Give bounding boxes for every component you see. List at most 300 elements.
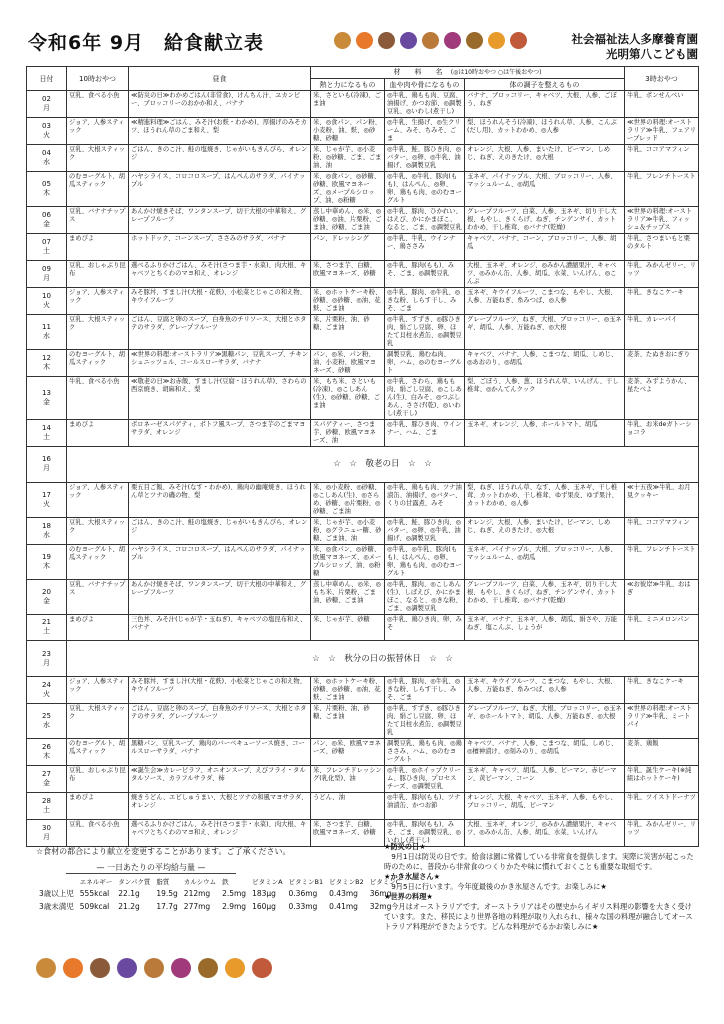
lunch-cell: ≪誕生会≫カレーピラフ、オニオンスープ、えびフライ・タルタルソース、カラフルサラダ、柿 bbox=[129, 766, 311, 793]
snack-10-cell: まめぴよ bbox=[67, 793, 129, 820]
nutrition-header: タンパク質 bbox=[118, 878, 151, 886]
body-cell: 玉ネギ、パイナップル、大根、ブロッコリー、人参、マッシュルーム、◎胡瓜 bbox=[465, 544, 625, 579]
blood-cell: ◎牛乳、◎牛乳、豚肉(もも)、はんぺん、◎卵、卵、鶏もも肉、◎のむヨーグルト bbox=[385, 172, 465, 207]
blood-cell: ◎牛乳、豚肉(もも)、ツナ油漬缶、かつお節 bbox=[385, 793, 465, 820]
date-weekday: 木 bbox=[43, 561, 50, 570]
grapes-icon bbox=[117, 958, 137, 978]
blood-cell: ◎牛乳、豚肉、◎牛乳、◎きな粉、しらす干し、みそ、ごま bbox=[385, 287, 465, 314]
date-cell bbox=[27, 376, 67, 419]
blood-cell: ◎牛乳、すずき、◎豚ひき肉、絹ごし豆腐、卵、ほたて貝柱水煮缶、◎調製豆乳 bbox=[385, 704, 465, 739]
snack-10-cell: 豆乳、大根スティック bbox=[67, 704, 129, 739]
organization-name bbox=[572, 32, 699, 62]
bear-icon bbox=[144, 958, 164, 978]
date-day: 20 bbox=[42, 587, 51, 596]
snack-3-cell: ≪世界の料理:オーストラリア≫牛乳、ミートパイ bbox=[625, 704, 699, 739]
mushroom-icon bbox=[378, 32, 395, 49]
blood-cell: ◎牛乳、鶏もも肉、豆腐、油揚げ、かつお節、◎調製豆乳、◎いわし(煮干し) bbox=[385, 91, 465, 118]
nutrition-value: 509kcal bbox=[79, 902, 110, 911]
body-cell: 玉ネギ、オレンジ、人参、ホールトマト、胡瓜 bbox=[465, 419, 625, 446]
page-header bbox=[26, 22, 698, 72]
date-weekday: 金 bbox=[43, 397, 50, 406]
date-weekday: 火 bbox=[43, 300, 50, 309]
menu-row bbox=[27, 260, 699, 287]
body-cell: キャベツ、バナナ、コーン、ブロッコリー、人参、胡瓜 bbox=[465, 234, 625, 261]
nutrition-summary bbox=[36, 862, 401, 913]
nutrition-value: 19.5g bbox=[156, 889, 178, 898]
snack-3-cell: 牛乳、ポンせんべい bbox=[625, 91, 699, 118]
body-cell: オレンジ、大根、キャベツ、玉ネギ、人参、もやし、ブロッコリー、胡瓜、ピーマン bbox=[465, 793, 625, 820]
note-heading: ★防災の日★ bbox=[384, 842, 426, 851]
body-cell: グレープフルーツ、白菜、人参、玉ネギ、切り干し大根、もやし、きくらげ、ねぎ、チンゲンサイ、カットわかめ、干し椎茸、◎バナナ(乾燥) bbox=[465, 579, 625, 614]
snack-3-cell: 牛乳、フレンチトースト bbox=[625, 172, 699, 207]
snack-10-cell: 豆乳、バナナチップス bbox=[67, 207, 129, 234]
nutrition-value: 555kcal bbox=[79, 889, 110, 898]
menu-row bbox=[27, 118, 699, 145]
blood-cell: ◎牛乳、豚肉(もも)、みそ、ごま、◎調製豆乳、◎いわし(煮干し) bbox=[385, 819, 465, 846]
menu-rows bbox=[27, 91, 699, 847]
note-body: 今月はオーストラリアです。オーストラリアはその歴史からイギリス料理の影響を大きく受けています。また、移民により世界各地の料理が取り入れられ、様々な国の料理が融合してオーストラリア料理ができたようです。どんな料理がでるかお楽しみに★ bbox=[384, 902, 693, 931]
snack-3-cell: ≪お彼岸≫牛乳、おはぎ bbox=[625, 579, 699, 614]
body-cell: キャベツ、バナナ、人参、こまつな、胡瓜、しめじ、◎あおのり、◎胡瓜 bbox=[465, 349, 625, 376]
nutrition-value: 160μg bbox=[252, 902, 276, 911]
nutrition-value: 2.9mg bbox=[222, 902, 247, 911]
date-weekday: 水 bbox=[43, 158, 50, 166]
page-title: 令和6年 9月 給食献立表 bbox=[28, 32, 265, 54]
heat-cell: 米、◎ホットケーキ粉、砂糖、◎砂糖、◎油、花麩、ごま油 bbox=[311, 287, 385, 314]
menu-row bbox=[27, 677, 699, 704]
date-weekday: 月 bbox=[43, 273, 50, 282]
snack-10-cell: 豆乳、大根スティック bbox=[67, 145, 129, 172]
note-body: 9月5日に行います。今年度最後のかき氷屋さんです。お楽しみに★ bbox=[391, 882, 607, 891]
heat-cell: 米、さつま芋、白糖、欧風マヨネーズ、砂糖 bbox=[311, 260, 385, 287]
body-cell: 玉ネギ、キウイフルーツ、こまつな、もやし、大根、人参、万能ねぎ、糸みつば、◎人参 bbox=[465, 677, 625, 704]
pumpkin-icon bbox=[488, 32, 505, 49]
menu-row bbox=[27, 766, 699, 793]
date-cell bbox=[27, 172, 67, 207]
snack-10-cell: のむヨーグルト、胡瓜スティック bbox=[67, 544, 129, 579]
nutrition-value: 32mg bbox=[369, 902, 392, 911]
body-cell: 大根、玉ネギ、オレンジ、◎みかん濃縮果汁、キャベツ、◎みかん缶、人参、胡瓜、水菜、いんげん、◎こんぶ bbox=[465, 260, 625, 287]
nutrition-value: 0.33mg bbox=[288, 902, 318, 911]
header-ingredients bbox=[311, 67, 625, 79]
org-line-1: 社会福祉法人多摩養育園 bbox=[571, 32, 698, 46]
date-cell bbox=[27, 677, 67, 704]
header-blood: 血や肉や骨になるもの bbox=[385, 79, 465, 91]
snack-10-cell: 豆乳、バナナチップス bbox=[67, 579, 129, 614]
date-cell bbox=[27, 517, 67, 544]
heat-cell: 米、片栗粉、油、砂糖、ごま油 bbox=[311, 704, 385, 739]
menu-row bbox=[27, 287, 699, 314]
blood-cell: ◎牛乳、生揚げ、◎生クリーム、みそ、ちみそ、ごま bbox=[385, 118, 465, 145]
lunch-cell: ごはん、豆腐と卵のスープ、白身魚のチリソース、大根とホタテのサラダ、グレープフルーツ bbox=[129, 314, 311, 349]
date-cell bbox=[27, 766, 67, 793]
snack-3-cell: 牛乳、誕生ケーキ(※純組はホットケーキ) bbox=[625, 766, 699, 793]
date-weekday: 火 bbox=[43, 499, 50, 508]
date-day: 27 bbox=[42, 770, 51, 779]
date-day: 26 bbox=[42, 743, 51, 752]
lunch-cell: ハヤシライス、コロコロスープ、はんぺんのサラダ、パイナップル bbox=[129, 172, 311, 207]
sweet-potato-icon bbox=[444, 32, 461, 49]
pumpkin-icon bbox=[225, 958, 245, 978]
date-day: 09 bbox=[42, 264, 51, 273]
lunch-cell: ハヤシライス、コロコロスープ、はんぺんのサラダ、パイナップル bbox=[129, 544, 311, 579]
lunch-cell: ≪精進料理≫ごはん、みそ汁(お麩・わかめ)、厚揚げのみそカツ、ほうれん草のごま和え、梨 bbox=[129, 118, 311, 145]
snack-3-cell: ≪十五夜≫牛乳、お月見クッキー bbox=[625, 482, 699, 517]
heat-cell: パン、ドレッシング bbox=[311, 234, 385, 261]
lunch-cell: 選べるふりかけごはん、みそ汁(さつま芋・水菜)、肉大根、キャベツとちくわのマヨ和え、オレンジ bbox=[129, 260, 311, 287]
snack-3-cell: 牛乳、きなこケーキ bbox=[625, 677, 699, 704]
date-weekday: 月 bbox=[43, 464, 50, 473]
date-day: 28 bbox=[42, 796, 51, 805]
lunch-cell: 選べるふりかけごはん、みそ汁(さつま芋・水菜)、肉大根、キャベツとちくわのマヨ和え、オレンジ bbox=[129, 819, 311, 846]
body-cell: バナナ、ブロッコリー、キャベツ、大根、人参、ごぼう、ねぎ bbox=[465, 91, 625, 118]
date-cell bbox=[27, 482, 67, 517]
date-day: 03 bbox=[42, 122, 51, 130]
lunch-cell: みそ豚丼、すまし汁(大根・花麩)、小松菜とじゃこの和え物、キウイフルーツ bbox=[129, 287, 311, 314]
header-decorations bbox=[334, 32, 527, 49]
date-weekday: 金 bbox=[43, 596, 50, 605]
notes-section bbox=[384, 842, 696, 932]
date-cell bbox=[27, 614, 67, 641]
header-snack-10: 10時おやつ bbox=[67, 67, 129, 91]
menu-row bbox=[27, 614, 699, 641]
nutrition-value: 183μg bbox=[252, 889, 276, 898]
date-day: 04 bbox=[42, 149, 51, 157]
blood-cell: ◎牛乳、鶏もも肉、ツナ油漬缶、油揚げ、◎バター、くりの甘露煮、みそ bbox=[385, 482, 465, 517]
body-cell: キャベツ、バナナ、人参、こまつな、胡瓜、しめじ、◎檀神漬け、◎刻みのり、◎胡瓜 bbox=[465, 739, 625, 766]
date-cell bbox=[27, 260, 67, 287]
holiday-label: ☆ ☆ 秋分の日の振替休日 ☆ ☆ bbox=[67, 641, 699, 677]
date-cell bbox=[27, 704, 67, 739]
date-weekday: 木 bbox=[43, 362, 50, 371]
menu-row bbox=[27, 419, 699, 446]
snack-3-cell: 麦茶、たぬきおにぎり bbox=[625, 349, 699, 376]
date-day: 06 bbox=[42, 211, 51, 219]
nutrition-header: ビタミンB2 bbox=[329, 878, 364, 886]
menu-row bbox=[27, 517, 699, 544]
heat-cell: 米、◎食パン、◎砂糖、砂糖、欧風マヨネーズ、◎メープルシロップ、油、◎粉糖 bbox=[311, 172, 385, 207]
nutrition-header: ビタミンC bbox=[369, 878, 401, 886]
nutrition-title: — 一日あたりの平均給与量 — bbox=[66, 862, 236, 874]
date-cell bbox=[27, 819, 67, 846]
date-cell bbox=[27, 287, 67, 314]
date-cell bbox=[27, 793, 67, 820]
snack-10-cell: 豆乳、食べる小魚 bbox=[67, 91, 129, 118]
mushroom-icon bbox=[90, 958, 110, 978]
holiday-row bbox=[27, 641, 699, 677]
date-weekday: 水 bbox=[43, 721, 50, 730]
chestnut-icon bbox=[334, 32, 351, 49]
date-cell bbox=[27, 544, 67, 579]
lunch-cell: ボロネーゼスパゲティ、ポトフ風スープ、さつま芋のごまマヨサラダ、オレンジ bbox=[129, 419, 311, 446]
chestnut-icon bbox=[36, 958, 56, 978]
lunch-cell: あんかけ焼きそば、ワンタンスープ、切干大根の中華和え、グレープフルーツ bbox=[129, 207, 311, 234]
holiday-label: ☆ ☆ 敬老の日 ☆ ☆ bbox=[67, 446, 699, 482]
lunch-cell: ≪敬老の日≫お赤飯、すまし汁(豆腐・ほうれん草)、さわらの西京焼き、胡麻和え、梨 bbox=[129, 376, 311, 419]
holiday-row bbox=[27, 446, 699, 482]
menu-row bbox=[27, 145, 699, 172]
date-day: 18 bbox=[42, 521, 51, 530]
date-weekday: 水 bbox=[43, 331, 50, 340]
nutrition-row bbox=[36, 887, 403, 900]
menu-row bbox=[27, 234, 699, 261]
menu-row bbox=[27, 207, 699, 234]
heat-cell: スパゲティー、さつま芋、砂糖、欧風マヨネーズ、油 bbox=[311, 419, 385, 446]
header-snack-3: 3時おやつ bbox=[625, 67, 699, 91]
blood-cell: 調製豆乳、鶏むね肉、卵、ハム、◎のむヨーグルト bbox=[385, 349, 465, 376]
date-cell bbox=[27, 641, 67, 677]
body-cell: グレープフルーツ、白菜、人参、玉ネギ、切り干し大根、もやし、きくらげ、ねぎ、チンゲンサイ、カットわかめ、干し椎茸、◎バナナ(乾燥) bbox=[465, 207, 625, 234]
blood-cell: ◎牛乳、牛乳、ウインナー、鶏ささみ bbox=[385, 234, 465, 261]
body-cell: オレンジ、大根、人参、まいたけ、ピーマン、しめじ、ねぎ、えのきたけ、◎大根 bbox=[465, 145, 625, 172]
snack-3-cell: ≪世界の料理:オーストラリア≫牛乳、フィッシュ＆チップス bbox=[625, 207, 699, 234]
menu-row bbox=[27, 482, 699, 517]
blood-cell: ◎牛乳、豚肉(もも)、みそ、ごま、◎調製豆乳 bbox=[385, 260, 465, 287]
nutrition-header: カルシウム bbox=[183, 878, 217, 886]
heat-cell: 米、じゃが芋、◎小麦粉、◎砂糖、ごま、ごま油、油 bbox=[311, 145, 385, 172]
org-line-2: 光明第八こども園 bbox=[606, 47, 698, 61]
date-day: 21 bbox=[42, 618, 51, 627]
snack-10-cell: 豆乳、食べる小魚 bbox=[67, 819, 129, 846]
date-day: 19 bbox=[42, 552, 51, 561]
change-notice: ☆食材の都合により献立を変更することがあります。ご了承ください。 bbox=[36, 847, 291, 856]
body-cell: 梨、ごぼう、人参、葱、ほうれん草、いんげん、干し椎茸、◎かんてんクック bbox=[465, 376, 625, 419]
nutrition-value: 0.36mg bbox=[288, 889, 318, 898]
blood-cell: ◎牛乳、豚肉、◎こしあん(生)、しばえび、かにかまぼこ、なると、◎きな粉、ごま、◎調製豆乳 bbox=[385, 579, 465, 614]
snack-10-cell: ジョア、人参スティック bbox=[67, 118, 129, 145]
date-cell bbox=[27, 419, 67, 446]
nutrition-value: 36mg bbox=[369, 889, 392, 898]
date-weekday: 水 bbox=[43, 530, 50, 539]
note-heading: ★かき氷屋さん★ bbox=[384, 872, 441, 881]
header-body: 体の調子を整えるもの bbox=[465, 79, 625, 91]
snack-10-cell: 牛乳、食べる小魚 bbox=[67, 376, 129, 419]
lunch-cell: ≪防災の日≫わかめごはん(非常食)、けんちん汁、ユカンピー、ブロッコリーのおかか和え、バナナ bbox=[129, 91, 311, 118]
lunch-cell: 栗五目ご飯、みそ汁(なす・わかめ)、鶏肉の幽庵焼き、ほうれん草とツナの磯の物、梨 bbox=[129, 482, 311, 517]
heat-cell: 米、◎ホットケーキ粉、砂糖、◎砂糖、◎油、花麩、ごま油 bbox=[311, 677, 385, 704]
snack-3-cell: 牛乳、ミニメロンパン bbox=[625, 614, 699, 641]
heat-cell: 米、フレンチドレッシング(乳化型)、油 bbox=[311, 766, 385, 793]
header-lunch: 昼食 bbox=[129, 67, 311, 91]
nutrition-value: 21.2g bbox=[118, 902, 140, 911]
heat-cell: 蒸し中華めん、◎米、◎砂糖、◎油、片栗粉、ごま油、砂糖、ごま油 bbox=[311, 207, 385, 234]
snack-3-cell: 麦茶、みずようかん、星たべよ bbox=[625, 376, 699, 419]
nutrition-header: ビタミンB1 bbox=[288, 878, 324, 886]
header-heat: 熱と力になるもの bbox=[311, 79, 385, 91]
lunch-cell: 黒糖パン、豆乳スープ、鶏肉のバーベキューソース焼き、コールスローサラダ、バナナ bbox=[129, 739, 311, 766]
lunch-cell: ホットドック、コーンスープ、ささみのサラダ、バナナ bbox=[129, 234, 311, 261]
lunch-cell: ごはん、豆腐と卵のスープ、白身魚のチリソース、大根とホタテのサラダ、グレープフルーツ bbox=[129, 704, 311, 739]
snack-10-cell: 豆乳、大根スティック bbox=[67, 314, 129, 349]
body-cell: 大根、玉ネギ、オレンジ、◎みかん濃縮果汁、キャベツ、◎みかん缶、人参、胡瓜、水菜、いんげん bbox=[465, 819, 625, 846]
body-cell: 玉ネギ、パイナップル、大根、ブロッコリー、人参、マッシュルーム、◎胡瓜 bbox=[465, 172, 625, 207]
date-weekday: 月 bbox=[43, 104, 50, 112]
mushroom-icon bbox=[510, 32, 527, 49]
lunch-cell: 焼きうどん、エビしゅうまい、大根とツナの和風マヨサラダ、オレンジ bbox=[129, 793, 311, 820]
snack-3-cell: 牛乳、ツイストドーナツ bbox=[625, 793, 699, 820]
date-cell bbox=[27, 314, 67, 349]
date-weekday: 土 bbox=[43, 432, 50, 441]
date-weekday: 土 bbox=[43, 246, 50, 255]
header-date: 日付 bbox=[27, 67, 67, 91]
grapes-icon bbox=[400, 32, 417, 49]
persimmon-icon bbox=[356, 32, 373, 49]
body-cell: 玉ネギ、バナナ、玉ネギ、人参、胡瓜、絹さや、万能ねぎ、塩こんぶ、しょうが bbox=[465, 614, 625, 641]
heat-cell: 蒸し中華めん、◎米、◎もち米、片栗粉、ごま油、砂糖、ごま油 bbox=[311, 579, 385, 614]
date-cell bbox=[27, 91, 67, 118]
nutrition-age-group: 3歳未満児 bbox=[39, 902, 74, 911]
nutrition-title-text: 一日あたりの平均給与量 bbox=[107, 863, 195, 872]
menu-table bbox=[26, 66, 699, 847]
nutrition-header: 脂質 bbox=[156, 878, 170, 886]
menu-row bbox=[27, 349, 699, 376]
date-day: 10 bbox=[42, 291, 51, 300]
menu-row bbox=[27, 172, 699, 207]
date-cell bbox=[27, 349, 67, 376]
date-weekday: 月 bbox=[43, 658, 50, 667]
date-day: 14 bbox=[42, 423, 51, 432]
menu-row bbox=[27, 544, 699, 579]
date-weekday: 木 bbox=[43, 189, 50, 197]
blood-cell: ◎牛乳、さわら、鶏もも肉、絹ごし豆腐、◎こしあん(生)、白みそ、◎つぶしあん、ささげ(乾)、◎いわし(煮干し) bbox=[385, 376, 465, 419]
snack-3-cell: 牛乳、フレンチトースト bbox=[625, 544, 699, 579]
date-cell bbox=[27, 234, 67, 261]
body-cell: 玉ネギ、キウイフルーツ、こまつな、もやし、大根、人参、万能ねぎ、糸みつば、◎人参 bbox=[465, 287, 625, 314]
date-cell bbox=[27, 446, 67, 482]
snack-10-cell: 豆乳、大根スティック bbox=[67, 517, 129, 544]
date-day: 30 bbox=[42, 823, 51, 832]
nutrition-header-row bbox=[36, 876, 403, 887]
snack-10-cell: まめぴよ bbox=[67, 234, 129, 261]
snack-10-cell: ジョア、人参スティック bbox=[67, 287, 129, 314]
snack-3-cell: 麦茶、鶏飯 bbox=[625, 739, 699, 766]
sweet-potato-icon bbox=[171, 958, 191, 978]
date-day: 12 bbox=[42, 353, 51, 362]
body-cell: 梨、ねぎ、ほうれん草、なす、人参、玉ネギ、干し椎茸、カットわかめ、干し椎茸、ゆず果皮、ゆず果汁、カットわかめ、◎人参 bbox=[465, 482, 625, 517]
menu-row bbox=[27, 91, 699, 118]
date-weekday: 火 bbox=[43, 690, 50, 699]
lunch-cell: ごはん、きのこ汁、鮭の塩焼き、じゃがいもきんぴら、オレンジ bbox=[129, 517, 311, 544]
snack-10-cell: まめぴよ bbox=[67, 614, 129, 641]
heat-cell: 米、さつま芋、白糖、欧風マヨネーズ、砂糖 bbox=[311, 819, 385, 846]
snack-3-cell: 牛乳、ココアマフィン bbox=[625, 517, 699, 544]
body-cell: グレープフルーツ、ねぎ、大根、ブロッコリー、◎玉ネギ、◎ホールトマト、胡瓜、人参、万能ねぎ、◎大根 bbox=[465, 704, 625, 739]
snack-3-cell: 牛乳、ココアマフィン bbox=[625, 145, 699, 172]
nutrition-table bbox=[36, 876, 403, 913]
nutrition-row bbox=[36, 900, 403, 913]
date-cell bbox=[27, 145, 67, 172]
menu-row bbox=[27, 793, 699, 820]
snack-10-cell: ジョア、人参スティック bbox=[67, 482, 129, 517]
snack-3-cell: 牛乳、お米deガトーショコラ bbox=[625, 419, 699, 446]
blood-cell: ◎牛乳、豚肉、ひかれい、はえび、かにかまぼこ、なると、ごま、◎調製豆乳 bbox=[385, 207, 465, 234]
date-weekday: 土 bbox=[43, 627, 50, 636]
date-day: 16 bbox=[42, 455, 51, 464]
heat-cell: パン、◎米、パン粉、油、小麦粉、欧風マヨネーズ、砂糖 bbox=[311, 349, 385, 376]
note-body: 9月1日は防災の日です。給食は園に常備している非常食を提供します。実際に災害が起こった時のために、普段から非常食のつくりかたや味に慣れておくことも重要な取組です。 bbox=[384, 852, 694, 871]
lunch-cell: あんかけ焼きそば、ワンタンスープ、切干大根の中華和え、グレープフルーツ bbox=[129, 579, 311, 614]
date-weekday: 月 bbox=[43, 832, 50, 841]
heat-cell: うどん、油 bbox=[311, 793, 385, 820]
snack-3-cell: 牛乳、みかんゼリー、リッツ bbox=[625, 819, 699, 846]
date-day: 11 bbox=[42, 322, 51, 331]
nutrition-value: 2.5mg bbox=[222, 889, 247, 898]
heat-cell: パン、◎米、欧風マヨネーズ、砂糖 bbox=[311, 739, 385, 766]
lunch-cell: ≪世界の料理:オーストラリア≫黒糖パン、豆乳スープ、チキンシュニッツェル、コールスローサラダ、バナナ bbox=[129, 349, 311, 376]
blood-cell: ◎牛乳、豚ひき肉、ウインナー、ハム、ごま bbox=[385, 419, 465, 446]
blood-cell: 調製豆乳、鶏もも肉、◎鶏ささみ、ハム、◎のむヨーグルト bbox=[385, 739, 465, 766]
snack-10-cell: のむヨーグルト、胡瓜スティック bbox=[67, 172, 129, 207]
blood-cell: ◎牛乳、鮭、豚ひき肉、◎バター、◎卵、◎牛乳、油揚げ、◎調製豆乳 bbox=[385, 517, 465, 544]
date-day: 24 bbox=[42, 681, 51, 690]
heat-cell: 米、さといも(冷凍)、ごま油 bbox=[311, 91, 385, 118]
heat-cell: 米、◎小麦粉、◎砂糖、◎こしあん(生)、◎さらめ、砂糖、◎片栗粉、◎砂糖、ごま油 bbox=[311, 482, 385, 517]
date-day: 07 bbox=[42, 237, 51, 246]
date-weekday: 金 bbox=[43, 779, 50, 788]
body-cell: 玉ネギ、キャベツ、胡瓜、人参、ピーマン、赤ピーマン、黄ピーマン、コーン bbox=[465, 766, 625, 793]
header-ingredients-label: 材 料 名 bbox=[393, 68, 443, 76]
snack-3-cell: ≪世界の料理:オーストラリア≫牛乳、フェアリーブレッド bbox=[625, 118, 699, 145]
date-weekday: 金 bbox=[43, 220, 50, 228]
heat-cell: 米、◎食パン、◎砂糖、欧風マヨネーズ、◎メープルシロップ、油、◎粉糖 bbox=[311, 544, 385, 579]
blood-cell: ◎牛乳、◎ホイップクリーム、豚ひき肉、プロセスチーズ、◎調製豆乳 bbox=[385, 766, 465, 793]
snack-3-cell: 牛乳、きなこケーキ bbox=[625, 287, 699, 314]
heat-cell: 米、片栗粉、油、砂糖、ごま油 bbox=[311, 314, 385, 349]
nutrition-value: 212mg bbox=[183, 889, 211, 898]
snack-3-cell: 牛乳、みかんゼリー、リッツ bbox=[625, 260, 699, 287]
lunch-cell: ごはん、きのこ汁、鮭の塩焼き、じゃがいもきんぴら、オレンジ bbox=[129, 145, 311, 172]
heat-cell: 米、◎食パン、パン粉、小麦粉、油、麩、◎砂糖、砂糖 bbox=[311, 118, 385, 145]
nutrition-header bbox=[36, 876, 77, 887]
nutrition-value: 0.43mg bbox=[329, 889, 358, 898]
snack-10-cell: のむヨーグルト、胡瓜スティック bbox=[67, 349, 129, 376]
body-cell: オレンジ、大根、人参、まいたけ、ピーマン、しめじ、ねぎ、えのきたけ、◎大根 bbox=[465, 517, 625, 544]
blood-cell: ◎牛乳、鶏ひき肉、卵、みそ bbox=[385, 614, 465, 641]
blood-cell: ◎牛乳、豚肉、◎牛乳、◎きな粉、しらす干し、みそ、ごま bbox=[385, 677, 465, 704]
nutrition-value: 22.1g bbox=[118, 889, 140, 898]
persimmon-icon bbox=[63, 958, 83, 978]
nutrition-header: 鉄 bbox=[222, 878, 229, 886]
footer-decorations bbox=[36, 958, 272, 978]
date-weekday: 火 bbox=[43, 131, 50, 139]
lunch-cell: みそ豚丼、すまし汁(大根・花麩)、小松菜とじゃこの和え物、キウイフルーツ bbox=[129, 677, 311, 704]
snack-10-cell: まめぴよ bbox=[67, 419, 129, 446]
menu-row bbox=[27, 376, 699, 419]
snack-3-cell: 牛乳、カレーパイ bbox=[625, 314, 699, 349]
snack-10-cell: のむヨーグルト、胡瓜スティック bbox=[67, 739, 129, 766]
date-cell bbox=[27, 739, 67, 766]
header-ingredients-legend: (◎は10時おやつ ○は午後おやつ) bbox=[450, 69, 542, 76]
date-day: 02 bbox=[42, 95, 51, 103]
nutrition-value: 17.7g bbox=[156, 902, 178, 911]
blood-cell: ◎牛乳、鮭、豚ひき肉、◎バター、◎卵、◎牛乳、油揚げ、◎調製豆乳 bbox=[385, 145, 465, 172]
snack-3-cell: 牛乳、さつまいもと栗のタルト bbox=[625, 234, 699, 261]
date-cell bbox=[27, 207, 67, 234]
nutrition-value: 277mg bbox=[183, 902, 211, 911]
date-day: 23 bbox=[42, 649, 51, 658]
mushroom-icon bbox=[252, 958, 272, 978]
note-heading: ★世界の料理★ bbox=[384, 892, 433, 901]
menu-row bbox=[27, 739, 699, 766]
lunch-cell: 三色丼、みそ汁(じゃが芋・玉ねぎ)、キャベツの塩昆布和え、バナナ bbox=[129, 614, 311, 641]
nutrition-header: ビタミンA bbox=[252, 878, 283, 886]
heat-cell: 米、じゃが芋、砂糖 bbox=[311, 614, 385, 641]
blood-cell: ◎牛乳、◎牛乳、豚肉(もも)、はんぺん、◎卵、卵、鶏もも肉、◎のむヨーグルト bbox=[385, 544, 465, 579]
bear-icon bbox=[422, 32, 439, 49]
acorn-icon bbox=[198, 958, 218, 978]
nutrition-value: 0.41mg bbox=[329, 902, 358, 911]
menu-row bbox=[27, 579, 699, 614]
